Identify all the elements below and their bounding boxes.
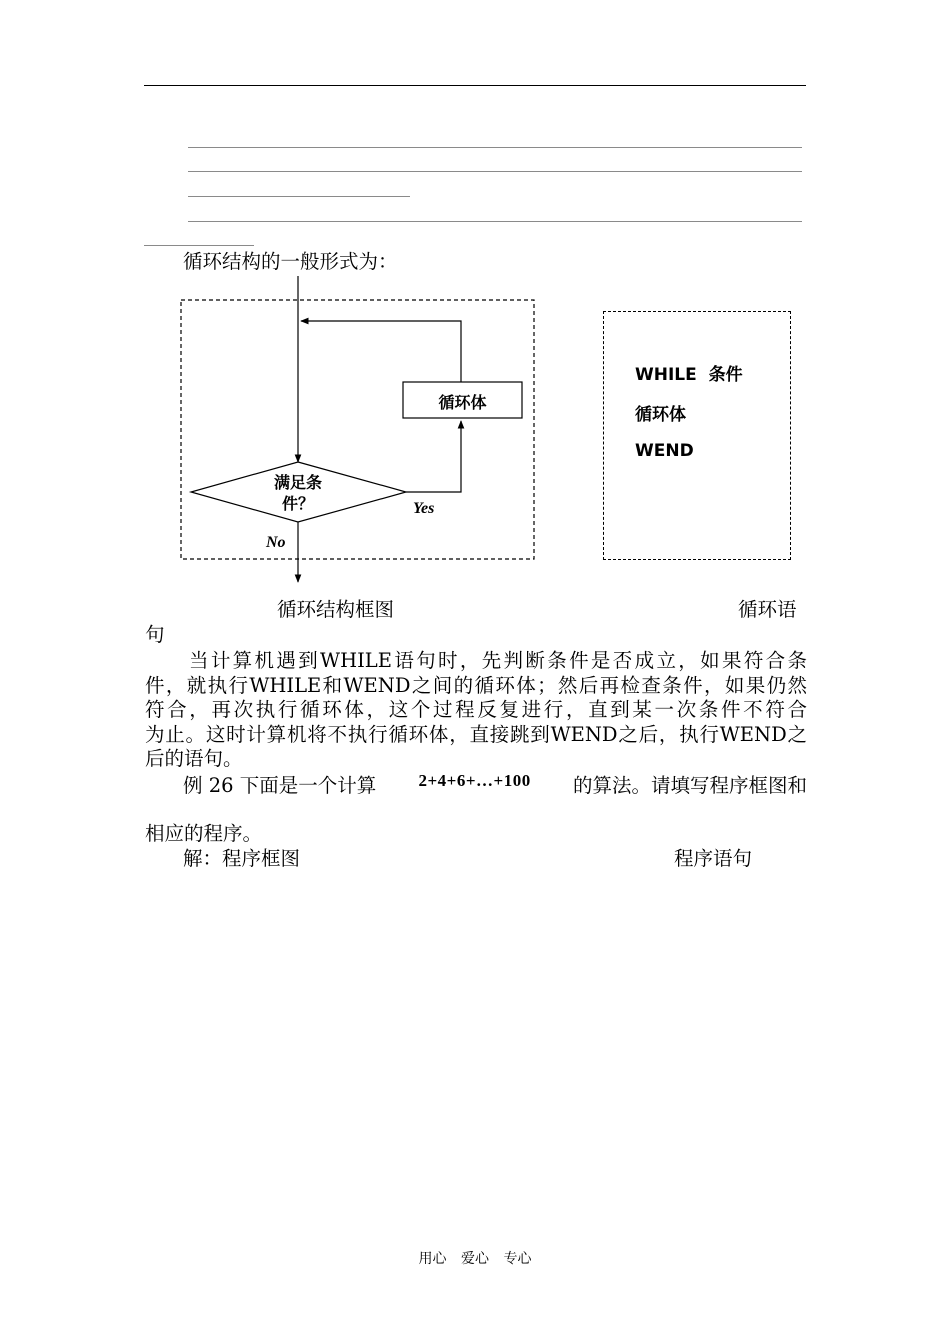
yes-path: [406, 421, 461, 492]
example-line2: 相应的程序。: [145, 822, 263, 845]
while-statement-line2: 循环体: [635, 405, 686, 425]
statement-caption-part1: 循环语: [738, 598, 797, 621]
paragraph-line: 符合，再次执行循环体，这个过程反复进行，直到某一次条件不符合: [145, 698, 807, 721]
solution-label: 解：程序框图: [183, 847, 301, 870]
footer-item: 爱心: [461, 1251, 489, 1267]
statement-caption-part2: 句: [145, 623, 165, 646]
loop-flowchart: [0, 0, 950, 600]
loop-back-line: [301, 321, 461, 382]
example-prefix: 例 26 下面是一个计算: [183, 774, 377, 797]
solution-right-label: 程序语句: [674, 847, 753, 870]
intro-text: 循环结构的一般形式为：: [183, 250, 398, 273]
explanation-paragraph: [145, 649, 807, 772]
paragraph-line: 件，就执行WHILE和WEND之间的循环体；然后再检查条件，如果仍然: [145, 673, 807, 697]
while-statement-line1: WHILE 条件: [635, 365, 743, 385]
condition-diamond: [191, 462, 406, 522]
footer-item: 用心: [418, 1251, 447, 1267]
paragraph-line: 为止。这时计算机将不执行循环体，直接跳到WEND之后，执行WEND之: [145, 722, 807, 746]
page-footer: [0, 1248, 950, 1268]
loop-body-label: 循环体: [438, 393, 487, 412]
paragraph-line: 后的语句。: [145, 747, 243, 770]
condition-label-line1: 满足条: [273, 473, 322, 492]
while-statement-line3: WEND: [635, 441, 694, 461]
flowchart-dashed-frame: [181, 300, 534, 559]
condition-label-line2: 件？: [281, 494, 314, 513]
no-label: No: [266, 534, 286, 551]
example-line: [183, 771, 807, 798]
paragraph-line: 当计算机遇到WHILE语句时，先判断条件是否成立，如果符合条: [189, 649, 807, 672]
example-suffix: 的算法。请填写程序框图和: [572, 774, 807, 797]
footer-item: 专心: [503, 1251, 532, 1267]
sum-formula: 2+4+6+…+100: [418, 771, 531, 790]
yes-label: Yes: [413, 500, 435, 517]
flowchart-caption: 循环结构框图: [277, 598, 395, 621]
while-statement-box: [603, 311, 791, 560]
